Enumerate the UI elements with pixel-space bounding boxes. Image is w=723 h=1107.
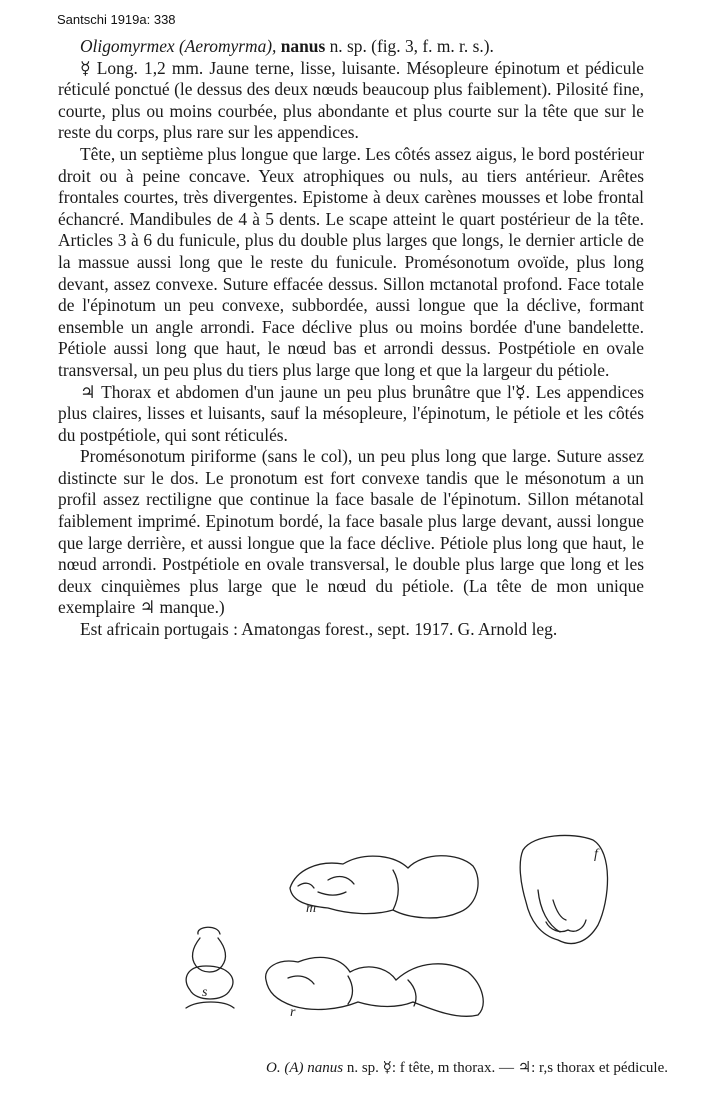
label-r: r [290, 1005, 296, 1020]
thorax-m-drawing [290, 856, 478, 918]
label-f: f [594, 847, 598, 862]
head-f-drawing [520, 835, 607, 943]
page-header: Santschi 1919a: 338 [57, 12, 176, 27]
genus-name: Oligomyrmex [80, 36, 175, 56]
article-text [58, 36, 644, 641]
species-heading [58, 36, 644, 58]
heading-rest: n. sp. (fig. 3, f. m. r. s.). [325, 36, 494, 56]
subgenus-name: (Aeromyrma), [179, 36, 277, 56]
paragraph-promesonotum: Promésonotum piriforme (sans le col), un peu plus long que large. Suture assez distincte sur le dos. Le pronotum est fort convexe tandis que le mésonotum a un profil assez rectiligne que continue la face basale de l'épinotum. Sillon métanotal faiblement imprimé. Epinotum bordé, la face basale plus large devant, aussi longue que large derrière, et aussi longue que la face déclive. Pétiole plus long que haut, le nœud arrondi. Postpétiole en ovale transversal, le double plus large que long et les deux cinquièmes plus large que le nœud du pétiole. (La tête de mon unique exemplaire ♃ manque.) [58, 446, 644, 618]
caption-rest: n. sp. ☿: f tête, m thorax. — ♃: r,s thorax et pédicule. [343, 1060, 668, 1076]
figure-caption [58, 1058, 668, 1077]
figure-ant-drawings [168, 830, 668, 1050]
species-name: nanus [280, 36, 326, 56]
paragraph-head-description: Tête, un septième plus longue que large. Les côtés assez aigus, le bord postérieur droit ou à peine concave. Yeux atrophiques ou nuls, au tiers antérieur. Arêtes frontales courtes, très divergentes. Epistome à deux carènes mousses et lobe frontal échancré. Mandibules de 4 à 5 dents. Le scape atteint le quart postérieur de la tête. Articles 3 à 6 du funicule, plus du double plus larges que longs, le dernier article de la massue aussi long que le reste du funicule. Promésonotum ovoïde, plus long devant, assez convexe. Suture effacée dessus. Sillon mctanotal profond. Face totale de l'épinotum un peu convexe, subbordée, aussi longue que la déclive, formant ensemble un angle arrondi. Face déclive plus ou moins bordée d'une bandelette. Pétiole aussi long que haut, le nœud bas et arrondi dessus. Postpétiole en ovale transversal, un peu plus du tiers plus large que long et que la largeur du pétiole. [58, 143, 644, 380]
caption-lead: O. (A) nanus [266, 1060, 344, 1076]
label-s: s [202, 985, 208, 1000]
pedicle-s-drawing [186, 927, 234, 1008]
thorax-r-drawing [266, 957, 484, 1020]
paragraph-female-description: ♃ Thorax et abdomen d'un jaune un peu plus brunâtre que l'☿. Les appendices plus claires, lisses et luisants, sauf la mésopleure, l'épinotum, le pétiole et les côtés du postpétiole, qui sont réticulés. [58, 381, 644, 445]
paragraph-worker-description: ☿ Long. 1,2 mm. Jaune terne, lisse, luisante. Mésopleure épinotum et pédicule réticulé ponctué (le dessus des deux nœuds beaucoup plus faiblement). Pilosité fine, courte, plus ou moins courbée, plus abondante et plus courte sur la tête que sur le reste du corps, plus rare sur les appendices. [58, 57, 644, 143]
label-m: m [306, 901, 317, 916]
paragraph-locality: Est africain portugais : Amatongas forest., sept. 1917. G. Arnold leg. [80, 619, 558, 640]
figure-drawings-svg [168, 830, 668, 1050]
